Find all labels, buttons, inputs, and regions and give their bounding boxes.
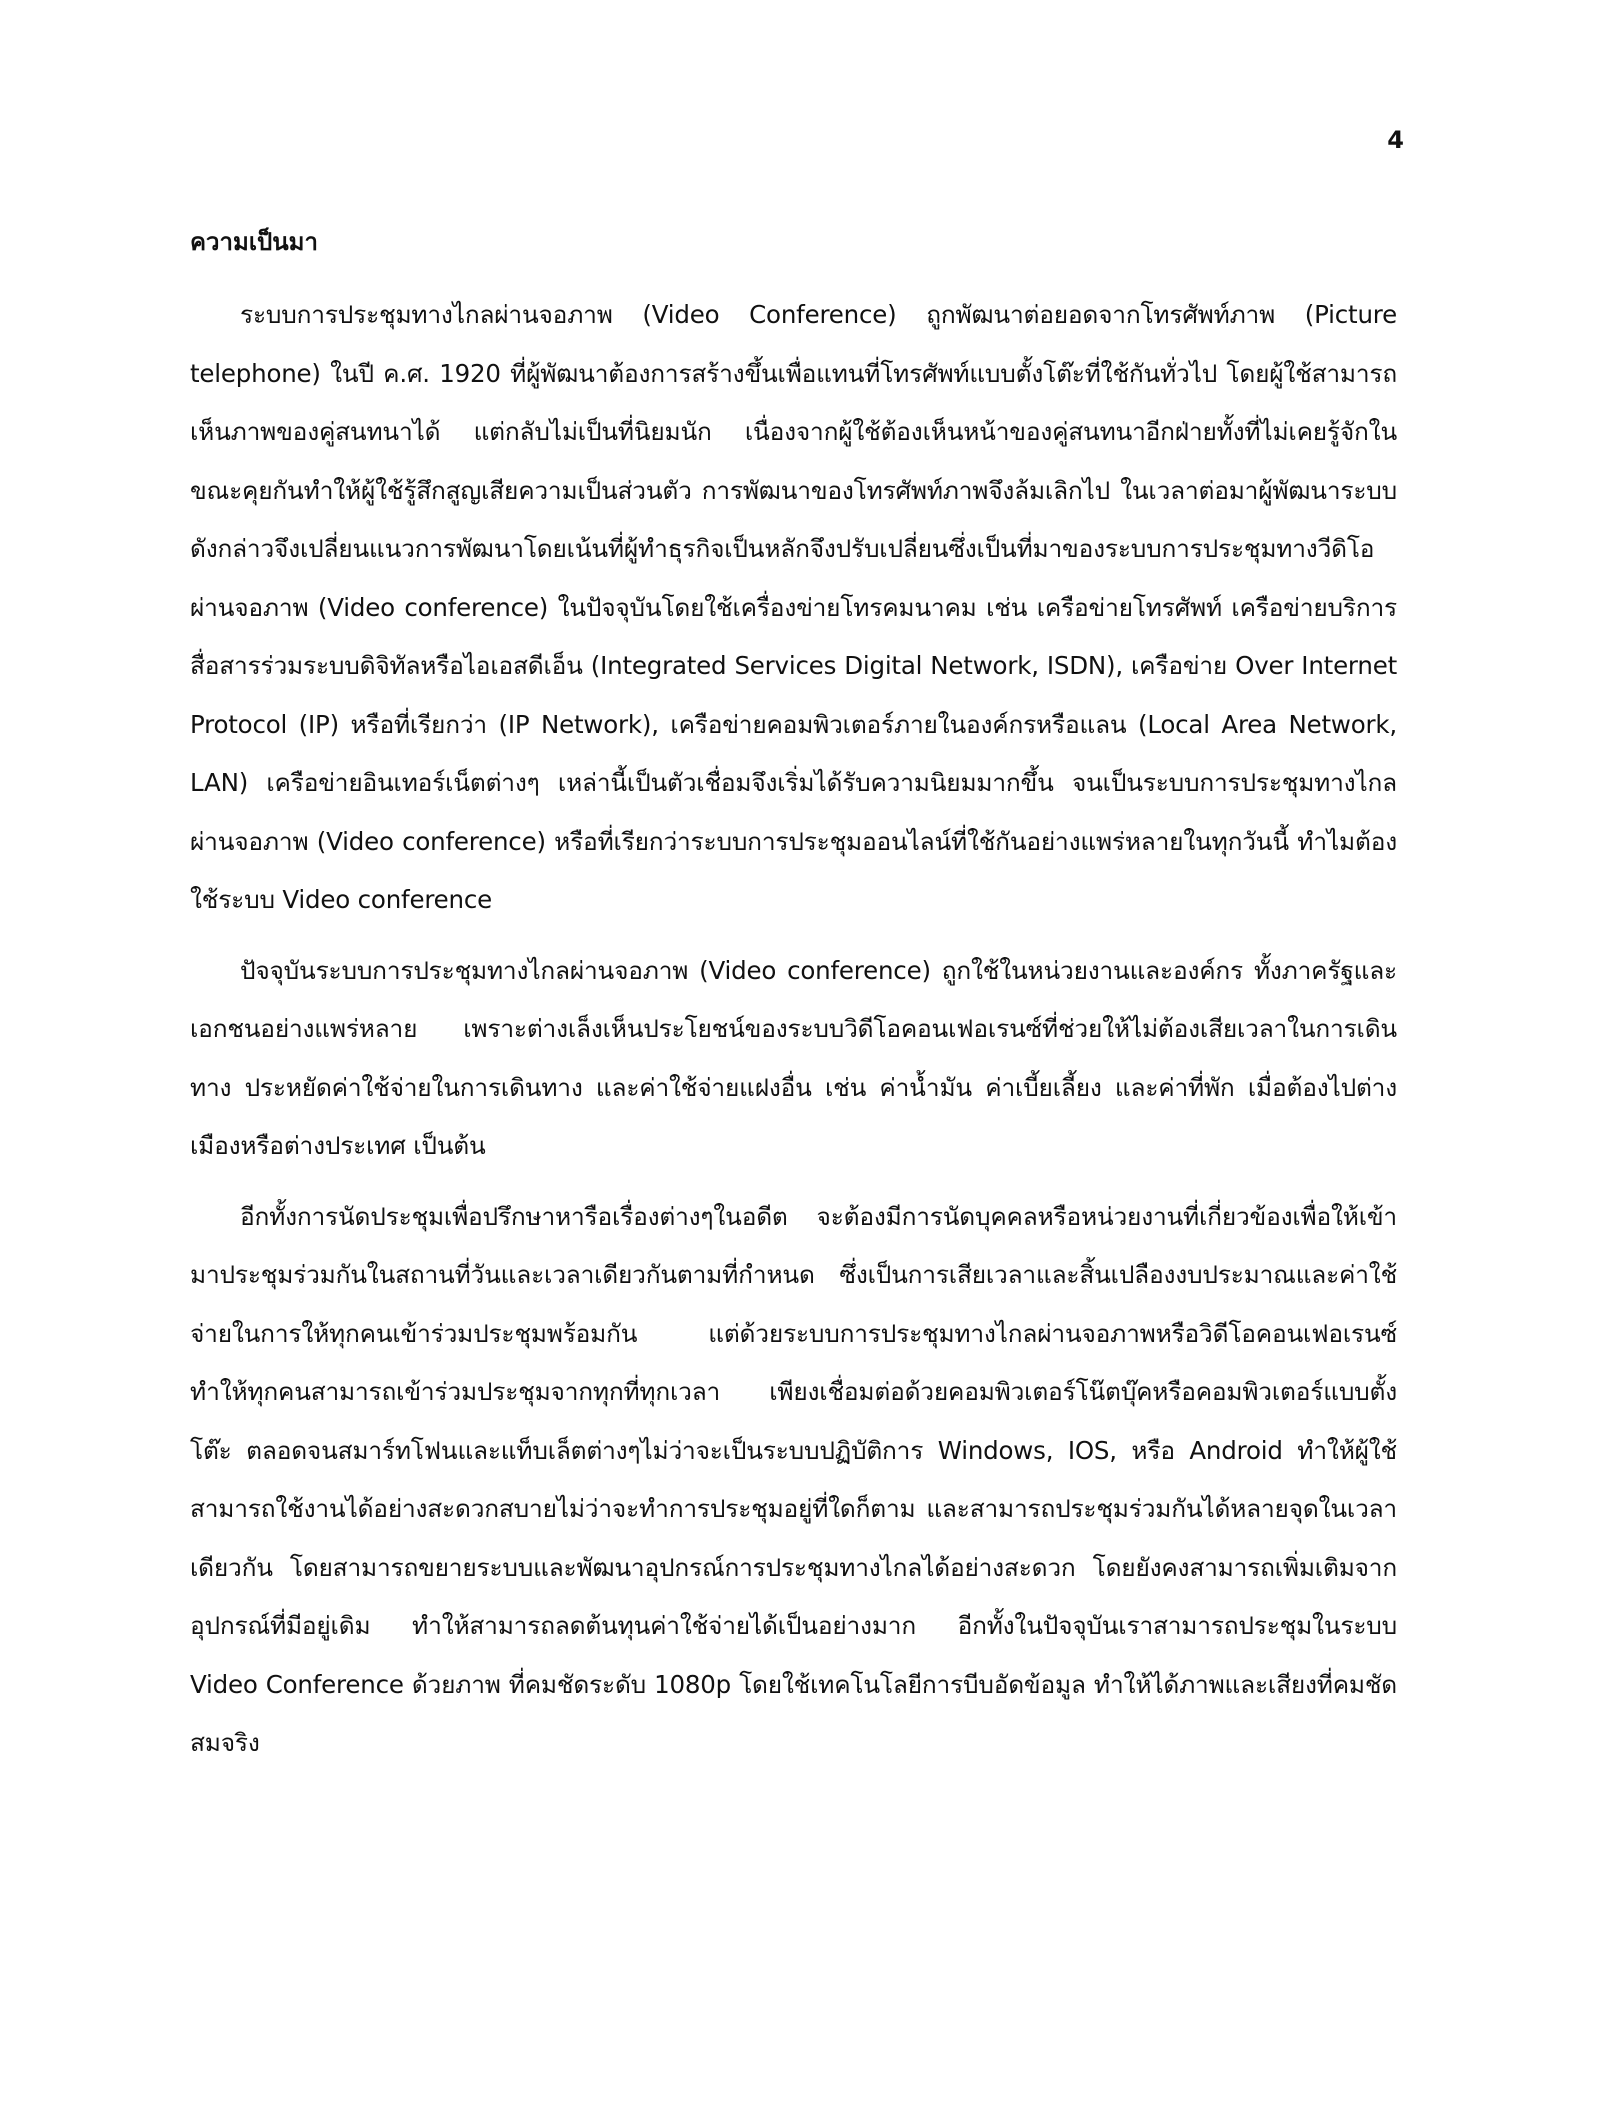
document-body (190, 220, 1397, 1785)
paragraph-history: ระบบการประชุมทางไกลผ่านจอภาพ (Video Conference) ถูกพัฒนาต่อยอดจากโทรศัพท์ภาพ (Picture telephone) ในปี ค.ศ. 1920 ที่ผู้พัฒนาต้องการสร้างขึ้นเพื่อแทนที่โทรศัพท์แบบตั้งโต๊ะที่ใช้กันทั่วไป โดยผู้ใช้สามารถเห็นภาพของคู่สนทนาได้ แต่กลับไม่เป็นที่นิยมนัก เนื่องจากผู้ใช้ต้องเห็นหน้าของคู่สนทนาอีกฝ่ายทั้งที่ไม่เคยรู้จักในขณะคุยกันทำให้ผู้ใช้รู้สึกสูญเสียความเป็นส่วนตัว การพัฒนาของโทรศัพท์ภาพจึงล้มเลิกไป ในเวลาต่อมาผู้พัฒนาระบบดังกล่าวจึงเปลี่ยนแนวการพัฒนาโดยเน้นที่ผู้ทำธุรกิจเป็นหลักจึงปรับเปลี่ยนซึ่งเป็นที่มาของระบบการประชุมทางวีดิโอผ่านจอภาพ (Video conference) ในปัจจุบันโดยใช้เครื่องข่ายโทรคมนาคม เช่น เครือข่ายโทรศัพท์ เครือข่ายบริการสื่อสารร่วมระบบดิจิทัลหรือไอเอสดีเอ็น (Integrated Services Digital Network, ISDN), เครือข่าย Over Internet Protocol (IP) หรือที่เรียกว่า (IP Network), เครือข่ายคอมพิวเตอร์ภายในองค์กรหรือแลน (Local Area Network, LAN) เครือข่ายอินเทอร์เน็ตต่างๆ เหล่านี้เป็นตัวเชื่อมจึงเริ่มได้รับความนิยมมากขึ้น จนเป็นระบบการประชุมทางไกลผ่านจอภาพ (Video conference) หรือที่เรียกว่าระบบการประชุมออนไลน์ที่ใช้กันอย่างแพร่หลายในทุกวันนี้ ทำไมต้องใช้ระบบ Video conference (190, 300, 1397, 914)
paragraph-benefits: อีกทั้งการนัดประชุมเพื่อปรึกษาหารือเรื่องต่างๆในอดีต จะต้องมีการนัดบุคคลหรือหน่วยงานที่เกี่ยวข้องเพื่อให้เข้ามาประชุมร่วมกันในสถานที่วันและเวลาเดียวกันตามที่กำหนด ซึ่งเป็นการเสียเวลาและสิ้นเปลืองงบประมาณและค่าใช้จ่ายในการให้ทุกคนเข้าร่วมประชุมพร้อมกัน แต่ด้วยระบบการประชุมทางไกลผ่านจอภาพหรือวิดีโอคอนเฟอเรนซ์ ทำให้ทุกคนสามารถเข้าร่วมประชุมจากทุกที่ทุกเวลา เพียงเชื่อมต่อด้วยคอมพิวเตอร์โน๊ตบุ๊คหรือคอมพิวเตอร์แบบตั้งโต๊ะ ตลอดจนสมาร์ทโฟนและแท็บเล็ตต่างๆไม่ว่าจะเป็นระบบปฏิบัติการ Windows, IOS, หรือ Android ทำให้ผู้ใช้สามารถใช้งานได้อย่างสะดวกสบายไม่ว่าจะทำการประชุมอยู่ที่ใดก็ตาม และสามารถประชุมร่วมกันได้หลายจุดในเวลาเดียวกัน โดยสามารถขยายระบบและพัฒนาอุปกรณ์การประชุมทางไกลได้อย่างสะดวก โดยยังคงสามารถเพิ่มเติมจากอุปกรณ์ที่มีอยู่เดิม ทำให้สามารถลดต้นทุนค่าใช้จ่ายได้เป็นอย่างมาก อีกทั้งในปัจจุบันเราสามารถประชุมในระบบ Video Conference ด้วยภาพ ที่คมชัดระดับ 1080p โดยใช้เทคโนโลยีการบีบอัดข้อมูล ทำให้ได้ภาพและเสียงที่คมชัดสมจริง (190, 1201, 1397, 1757)
paragraph-current-usage: ปัจจุบันระบบการประชุมทางไกลผ่านจอภาพ (Video conference) ถูกใช้ในหน่วยงานและองค์กร ทั้งภาครัฐและเอกชนอย่างแพร่หลาย เพราะต่างเล็งเห็นประโยชน์ของระบบวิดีโอคอนเฟอเรนซ์ที่ช่วยให้ไม่ต้องเสียเวลาในการเดินทาง ประหยัดค่าใช้จ่ายในการเดินทาง และค่าใช้จ่ายแฝงอื่น เช่น ค่าน้ำมัน ค่าเบี้ยเลี้ยง และค่าที่พัก เมื่อต้องไปต่างเมืองหรือต่างประเทศ เป็นต้น (190, 955, 1397, 1160)
section-heading: ความเป็นมา (190, 228, 318, 256)
page-number: 4 (1387, 126, 1404, 154)
